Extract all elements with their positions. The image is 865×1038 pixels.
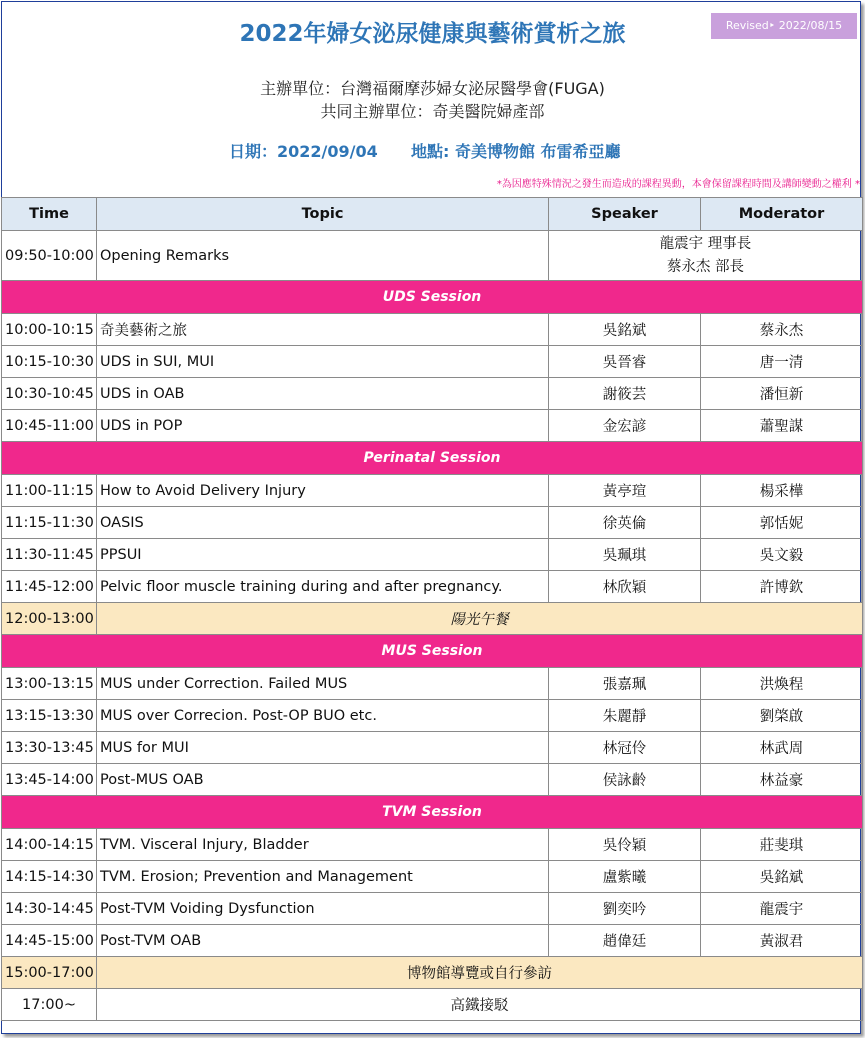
row-time: 14:45-15:00 bbox=[2, 925, 97, 957]
row-speaker: 吳銘斌 bbox=[549, 314, 701, 346]
row-moderator: 唐一清 bbox=[701, 346, 863, 378]
row-topic: Opening Remarks bbox=[97, 231, 549, 281]
row-moderator: 吳文毅 bbox=[701, 539, 863, 571]
revised-badge: Revised‣ 2022/08/15 bbox=[711, 13, 857, 39]
row-topic: TVM. Visceral Injury, Bladder bbox=[97, 829, 549, 861]
row-time: 15:00-17:00 bbox=[2, 957, 97, 989]
row-time: 12:00-13:00 bbox=[2, 603, 97, 635]
row-time: 13:15-13:30 bbox=[2, 700, 97, 732]
table-row bbox=[2, 346, 863, 378]
row-moderator: 吳銘斌 bbox=[701, 861, 863, 893]
row-time: 10:30-10:45 bbox=[2, 378, 97, 410]
row-moderator: 洪煥程 bbox=[701, 668, 863, 700]
row-moderator: 郭恬妮 bbox=[701, 507, 863, 539]
session-title: MUS Session bbox=[2, 635, 863, 668]
row-topic: Post-MUS OAB bbox=[97, 764, 549, 796]
row-moderator: 劉棨啟 bbox=[701, 700, 863, 732]
opening-speakers bbox=[549, 231, 863, 281]
row-moderator: 黃淑君 bbox=[701, 925, 863, 957]
row-topic: How to Avoid Delivery Injury bbox=[97, 475, 549, 507]
row-speaker: 朱麗靜 bbox=[549, 700, 701, 732]
column-header-speaker: Speaker bbox=[549, 198, 701, 231]
table-row bbox=[2, 571, 863, 603]
row-topic: MUS over Correcion. Post-OP BUO etc. bbox=[97, 700, 549, 732]
row-speaker: 吳晉睿 bbox=[549, 346, 701, 378]
opening-speaker-1: 龍震宇 理事長 bbox=[659, 235, 752, 252]
row-time: 14:15-14:30 bbox=[2, 861, 97, 893]
column-header-topic: Topic bbox=[97, 198, 549, 231]
row-moderator: 潘恒新 bbox=[701, 378, 863, 410]
row-time: 14:00-14:15 bbox=[2, 829, 97, 861]
row-time: 10:00-10:15 bbox=[2, 314, 97, 346]
row-topic: Post-TVM Voiding Dysfunction bbox=[97, 893, 549, 925]
row-topic: PPSUI bbox=[97, 539, 549, 571]
row-speaker: 侯詠齡 bbox=[549, 764, 701, 796]
table-row bbox=[2, 700, 863, 732]
table-row bbox=[2, 861, 863, 893]
row-speaker: 謝筱芸 bbox=[549, 378, 701, 410]
row-time: 14:30-14:45 bbox=[2, 893, 97, 925]
row-time: 11:30-11:45 bbox=[2, 539, 97, 571]
row-topic: UDS in OAB bbox=[97, 378, 549, 410]
row-speaker: 徐英倫 bbox=[549, 507, 701, 539]
table-row bbox=[2, 378, 863, 410]
row-time: 13:45-14:00 bbox=[2, 764, 97, 796]
table-row bbox=[2, 410, 863, 442]
row-time: 10:15-10:30 bbox=[2, 346, 97, 378]
session-title: UDS Session bbox=[2, 281, 863, 314]
lunch-row bbox=[2, 603, 863, 635]
row-topic: MUS for MUI bbox=[97, 732, 549, 764]
session-header-tvm bbox=[2, 796, 863, 829]
row-speaker: 盧紫曦 bbox=[549, 861, 701, 893]
shuttle-row bbox=[2, 989, 863, 1021]
table-row bbox=[2, 314, 863, 346]
row-moderator: 龍震宇 bbox=[701, 893, 863, 925]
row-topic: Post-TVM OAB bbox=[97, 925, 549, 957]
row-speaker: 金宏諺 bbox=[549, 410, 701, 442]
organizer-line: 主辦單位：台灣福爾摩莎婦女泌尿醫學會(FUGA) bbox=[260, 79, 605, 98]
column-header-moderator: Moderator bbox=[701, 198, 863, 231]
column-header-time: Time bbox=[2, 198, 97, 231]
shuttle-label: 高鐵接駁 bbox=[97, 989, 863, 1021]
table-row bbox=[2, 668, 863, 700]
row-speaker: 林冠伶 bbox=[549, 732, 701, 764]
row-time: 09:50-10:00 bbox=[2, 231, 97, 281]
opening-speaker-2: 蔡永杰 部長 bbox=[666, 258, 745, 275]
row-speaker: 林欣穎 bbox=[549, 571, 701, 603]
row-time: 10:45-11:00 bbox=[2, 410, 97, 442]
table-row bbox=[2, 539, 863, 571]
row-speaker: 趙偉廷 bbox=[549, 925, 701, 957]
row-moderator: 莊斐琪 bbox=[701, 829, 863, 861]
table-header-row bbox=[2, 198, 863, 231]
row-topic: OASIS bbox=[97, 507, 549, 539]
page-title: 2022年婦女泌尿健康與藝術賞析之旅 bbox=[239, 21, 626, 47]
row-moderator: 蔡永杰 bbox=[701, 314, 863, 346]
row-topic: MUS under Correction. Failed MUS bbox=[97, 668, 549, 700]
museum-tour-row bbox=[2, 957, 863, 989]
row-topic: UDS in POP bbox=[97, 410, 549, 442]
row-topic: UDS in SUI, MUI bbox=[97, 346, 549, 378]
row-moderator: 楊采樺 bbox=[701, 475, 863, 507]
row-speaker: 黃亭瑄 bbox=[549, 475, 701, 507]
event-date: 日期：2022/09/04 bbox=[229, 142, 378, 161]
row-time: 11:45-12:00 bbox=[2, 571, 97, 603]
session-header-mus bbox=[2, 635, 863, 668]
opening-row bbox=[2, 231, 863, 281]
row-time: 17:00~ bbox=[2, 989, 97, 1021]
row-speaker: 吳珮琪 bbox=[549, 539, 701, 571]
row-speaker: 張嘉珮 bbox=[549, 668, 701, 700]
agenda-table bbox=[1, 197, 863, 1021]
row-topic: Pelvic floor muscle training during and after pregnancy. bbox=[97, 571, 549, 603]
table-row bbox=[2, 732, 863, 764]
lunch-label: 陽光午餐 bbox=[97, 603, 863, 635]
session-header-uds bbox=[2, 281, 863, 314]
museum-tour-label: 博物館導覽或自行參訪 bbox=[97, 957, 863, 989]
table-row bbox=[2, 893, 863, 925]
row-time: 13:00-13:15 bbox=[2, 668, 97, 700]
row-moderator: 林益豪 bbox=[701, 764, 863, 796]
row-moderator: 許博欽 bbox=[701, 571, 863, 603]
row-time: 11:00-11:15 bbox=[2, 475, 97, 507]
row-moderator: 林武周 bbox=[701, 732, 863, 764]
row-topic: TVM. Erosion; Prevention and Management bbox=[97, 861, 549, 893]
table-row bbox=[2, 507, 863, 539]
row-moderator: 蕭聖謀 bbox=[701, 410, 863, 442]
session-header-perinatal bbox=[2, 442, 863, 475]
row-speaker: 吳伶穎 bbox=[549, 829, 701, 861]
row-time: 11:15-11:30 bbox=[2, 507, 97, 539]
change-notice: *為因應特殊情況之發生而造成的課程異動，本會保留課程時間及講師變動之權利 * bbox=[496, 179, 860, 190]
table-row bbox=[2, 764, 863, 796]
session-title: Perinatal Session bbox=[2, 442, 863, 475]
event-location: 地點: 奇美博物館 布雷希亞廳 bbox=[411, 142, 621, 161]
session-title: TVM Session bbox=[2, 796, 863, 829]
row-topic: 奇美藝術之旅 bbox=[97, 314, 549, 346]
row-speaker: 劉奕吟 bbox=[549, 893, 701, 925]
table-row bbox=[2, 829, 863, 861]
table-row bbox=[2, 475, 863, 507]
table-row bbox=[2, 925, 863, 957]
co-organizer-line: 共同主辦單位：奇美醫院婦產部 bbox=[320, 102, 545, 121]
row-time: 13:30-13:45 bbox=[2, 732, 97, 764]
